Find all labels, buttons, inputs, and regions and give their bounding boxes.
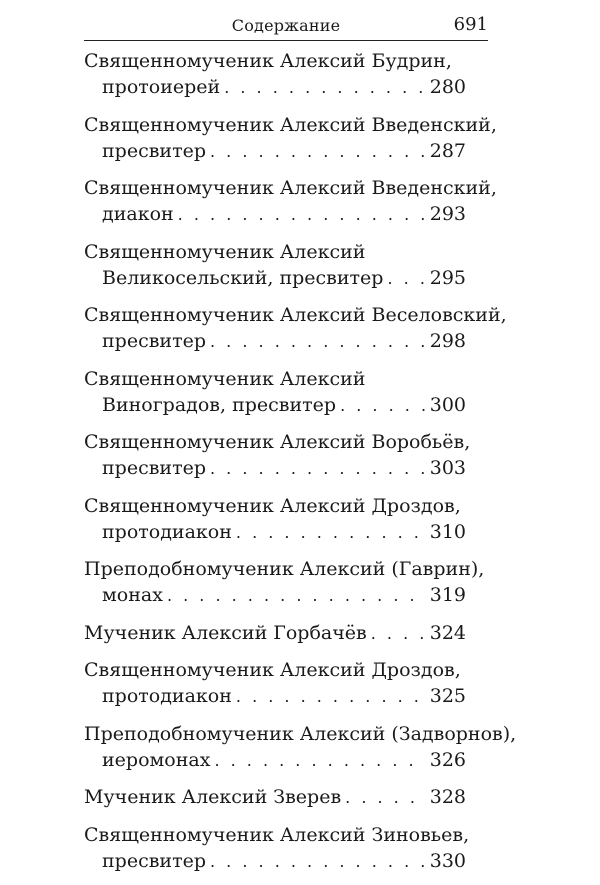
dot-leader <box>178 202 426 228</box>
entry-page-number: 326 <box>429 748 466 771</box>
dot-leader <box>224 75 426 101</box>
toc-entry <box>84 429 471 482</box>
entry-title-continuation: протодиакон <box>102 685 232 707</box>
entry-page-number: 298 <box>429 330 466 352</box>
toc-entry <box>84 239 466 292</box>
entry-title-continuation: монах <box>102 584 163 606</box>
entry-title-continuation: диакон <box>102 203 174 225</box>
dot-leader <box>210 329 426 355</box>
dot-leader <box>236 684 426 710</box>
entry-title: Преподобномученик Алексий (Задворнов), <box>84 722 517 745</box>
entry-page-number: 328 <box>429 786 466 808</box>
entry-title: Преподобномученик Алексий (Гаврин), <box>84 558 485 580</box>
entry-page-number: 310 <box>429 520 466 543</box>
entry-title-continuation: Великосельский, пресвитер <box>102 266 384 289</box>
toc-entry <box>84 48 466 101</box>
toc-entry <box>84 784 466 811</box>
dot-leader <box>210 139 426 165</box>
entry-title: Священномученик Алексий Дроздов, <box>84 494 461 517</box>
entry-title: Священномученик Алексий Веселовский, <box>84 304 507 326</box>
entry-title: Мученик Алексий Горбачёв <box>84 621 367 644</box>
toc-entry <box>84 175 497 228</box>
entry-title-continuation: Виноградов, пресвитер <box>102 393 337 416</box>
dot-leader <box>210 849 426 875</box>
dot-leader <box>387 266 425 292</box>
entry-page-number: 287 <box>429 139 466 162</box>
entry-page-number: 324 <box>429 621 466 644</box>
page-number: 691 <box>453 14 488 35</box>
entry-page-number: 293 <box>429 203 466 225</box>
running-header <box>84 14 488 41</box>
dot-leader <box>371 621 426 647</box>
entry-title: Священномученик Алексий <box>84 240 366 263</box>
entry-page-number: 303 <box>429 457 466 479</box>
entry-page-number: 295 <box>429 266 466 289</box>
toc-entry <box>84 302 507 355</box>
entry-title-continuation: протоиерей <box>102 76 221 98</box>
toc-entry <box>84 657 466 710</box>
entry-title-continuation: иеромонах <box>102 748 211 771</box>
entry-title: Священномученик Алексий Зиновьев, <box>84 823 470 846</box>
dot-leader <box>210 456 426 482</box>
entry-page-number: 319 <box>429 584 466 606</box>
entry-title-continuation: протодиакон <box>102 520 232 543</box>
entry-title-continuation: пресвитер <box>102 457 206 479</box>
toc-entry <box>84 493 466 546</box>
entry-page-number: 300 <box>429 393 466 416</box>
entry-page-number: 280 <box>429 76 466 98</box>
dot-leader <box>167 583 426 609</box>
dot-leader <box>214 748 425 774</box>
dot-leader <box>340 393 426 419</box>
entry-title: Священномученик Алексий Дроздов, <box>84 659 461 681</box>
entry-title-continuation: пресвитер <box>102 330 206 352</box>
toc-entry <box>84 721 517 774</box>
toc-entry <box>84 822 470 875</box>
entry-title: Священномученик Алексий Введенский, <box>84 113 497 136</box>
dot-leader <box>345 785 426 811</box>
entry-title: Священномученик Алексий Воробьёв, <box>84 431 471 453</box>
toc-entry <box>84 620 466 647</box>
entry-title-continuation: пресвитер <box>102 139 206 162</box>
toc-entry <box>84 112 497 165</box>
entry-title: Священномученик Алексий Будрин, <box>84 50 452 72</box>
entry-title-continuation: пресвитер <box>102 849 206 872</box>
toc-entry <box>84 556 485 609</box>
dot-leader <box>236 520 426 546</box>
entry-title: Священномученик Алексий <box>84 367 366 390</box>
running-title: Содержание <box>231 16 341 35</box>
entry-page-number: 325 <box>429 685 466 707</box>
entry-page-number: 330 <box>429 849 466 872</box>
table-of-contents <box>84 48 517 885</box>
entry-title: Мученик Алексий Зверев <box>84 786 342 808</box>
toc-entry <box>84 366 466 419</box>
entry-title: Священномученик Алексий Введенский, <box>84 177 497 199</box>
